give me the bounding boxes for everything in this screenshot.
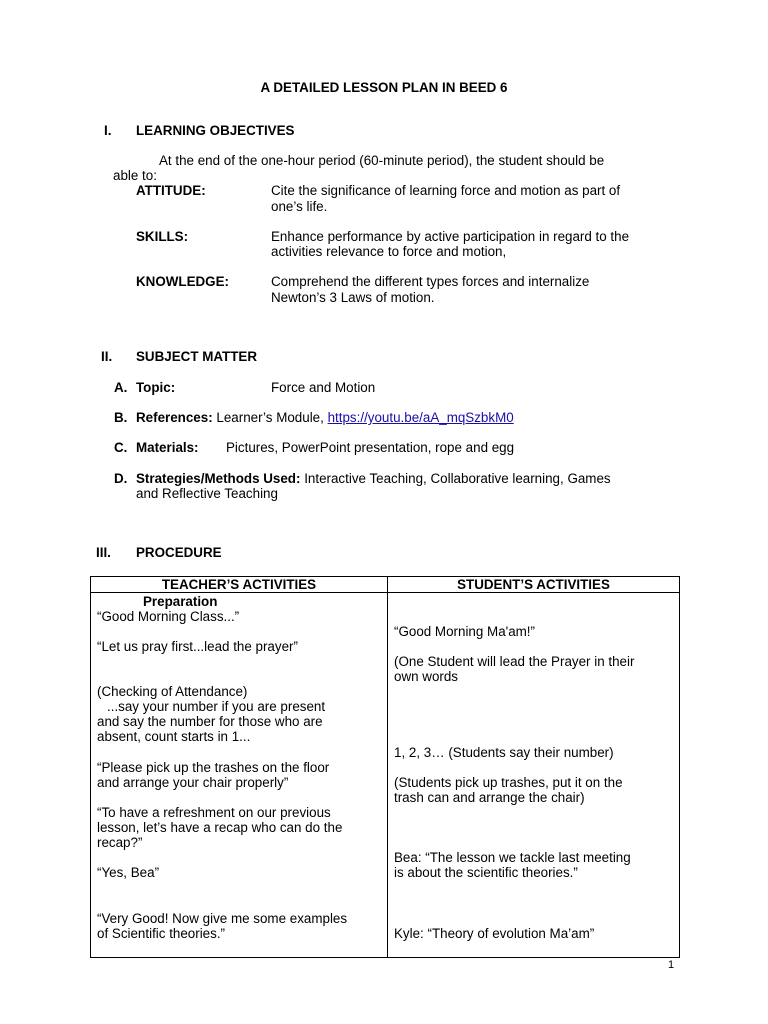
student-line: (Students pick up trashes, put it on the xyxy=(394,775,623,790)
topic-letter: A. xyxy=(114,380,128,395)
attitude-label: ATTITUDE: xyxy=(136,183,206,198)
teacher-line: “Good Morning Class...” xyxy=(97,609,240,624)
materials-label: Materials: xyxy=(136,440,199,455)
student-line: Kyle: “Theory of evolution Ma’am” xyxy=(394,926,595,941)
student-line: own words xyxy=(394,669,459,684)
teacher-line: recap?” xyxy=(97,835,143,850)
student-activities-header: STUDENT’S ACTIVITIES xyxy=(388,577,680,593)
teacher-line: and say the number for those who are xyxy=(97,714,323,729)
teacher-line: absent, count starts in 1... xyxy=(97,729,251,744)
student-line: 1, 2, 3… (Students say their number) xyxy=(394,745,614,760)
teacher-line: “Yes, Bea” xyxy=(97,865,160,880)
teacher-activities-cell xyxy=(91,593,388,958)
teacher-line: and arrange your chair properly” xyxy=(97,775,289,790)
materials-value: Pictures, PowerPoint presentation, rope and egg xyxy=(226,440,515,455)
knowledge-label: KNOWLEDGE: xyxy=(136,274,229,289)
references-label: References: xyxy=(136,410,213,425)
section-heading-objectives: LEARNING OBJECTIVES xyxy=(136,123,295,138)
skills-text-line1: Enhance performance by active participation in regard to the xyxy=(271,229,630,244)
section-number-procedure: III. xyxy=(96,545,111,560)
teacher-line: “Very Good! Now give me some examples xyxy=(97,911,348,926)
procedure-table-row xyxy=(91,593,680,958)
document-title: A DETAILED LESSON PLAN IN BEED 6 xyxy=(260,80,508,95)
section-heading-subject-matter: SUBJECT MATTER xyxy=(136,349,258,364)
references-link[interactable]: https://youtu.be/aA_mqSzbkM0 xyxy=(327,410,514,425)
topic-value: Force and Motion xyxy=(271,380,376,395)
teacher-line: (Checking of Attendance) xyxy=(97,684,248,699)
teacher-activities-header: TEACHER’S ACTIVITIES xyxy=(91,577,388,593)
student-line: (One Student will lead the Prayer in their xyxy=(394,654,635,669)
references-line xyxy=(136,410,514,426)
topic-label: Topic: xyxy=(136,380,176,395)
student-line: “Good Morning Ma'am!” xyxy=(394,624,535,639)
teacher-line: lesson, let’s have a recap who can do the xyxy=(97,820,343,835)
attitude-text-line1: Cite the significance of learning force and motion as part of xyxy=(271,183,621,198)
teacher-line: ...say your number if you are present xyxy=(107,699,326,714)
teacher-line: “Let us pray first...lead the prayer” xyxy=(97,639,298,654)
teacher-line: of Scientific theories.” xyxy=(97,926,226,941)
section-heading-procedure: PROCEDURE xyxy=(136,545,222,560)
strategies-value-line2: and Reflective Teaching xyxy=(136,486,278,501)
teacher-line: “Please pick up the trashes on the floor xyxy=(97,760,330,775)
strategies-letter: D. xyxy=(114,471,128,486)
references-value: Learner’s Module, xyxy=(216,410,324,425)
materials-letter: C. xyxy=(114,440,128,455)
procedure-table xyxy=(90,576,680,958)
preparation-subheading: Preparation xyxy=(143,594,218,609)
attitude-text-line2: one’s life. xyxy=(271,199,328,214)
skills-label: SKILLS: xyxy=(136,229,189,244)
procedure-table-header-row xyxy=(91,577,680,593)
strategies-value-line1: Interactive Teaching, Collaborative learning, Games xyxy=(304,471,611,486)
objectives-intro-line1: At the end of the one-hour period (60-minute period), the student should be xyxy=(159,153,605,168)
skills-text-line2: activities relevance to force and motion, xyxy=(271,244,507,259)
student-line: is about the scientific theories.” xyxy=(394,865,578,880)
student-line: Bea: “The lesson we tackle last meeting xyxy=(394,850,631,865)
strategies-line1 xyxy=(136,471,611,487)
page-number: 1 xyxy=(668,959,675,971)
section-number-objectives: I. xyxy=(104,123,112,138)
knowledge-text-line1: Comprehend the different types forces and internalize xyxy=(271,274,590,289)
strategies-label: Strategies/Methods Used: xyxy=(136,471,301,486)
references-letter: B. xyxy=(114,410,128,425)
student-activities-cell xyxy=(388,593,680,958)
section-number-subject-matter: II. xyxy=(101,349,113,364)
knowledge-text-line2: Newton’s 3 Laws of motion. xyxy=(271,290,435,305)
student-line: trash can and arrange the chair) xyxy=(394,790,585,805)
objectives-intro-line2: able to: xyxy=(113,168,157,183)
teacher-line: “To have a refreshment on our previous xyxy=(97,805,331,820)
